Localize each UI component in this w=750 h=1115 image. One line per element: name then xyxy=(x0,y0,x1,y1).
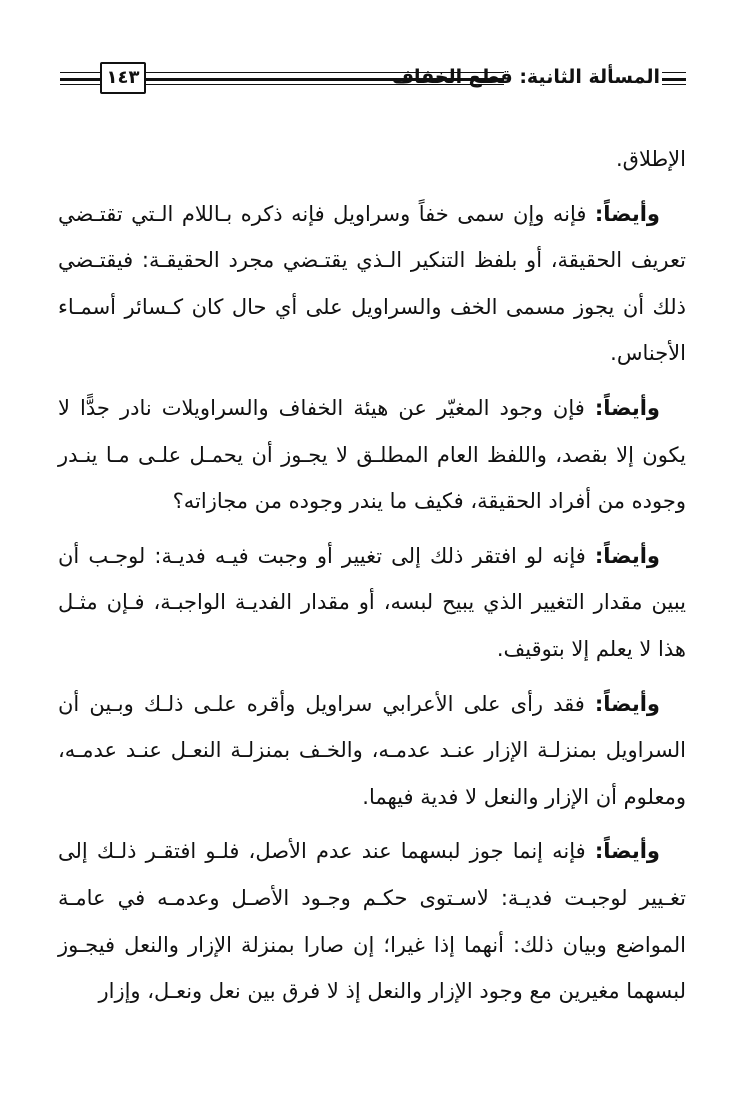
paragraph-text: فإنه إنما جوز لبسهما عند عدم الأصل، فلـو افتقـر ذلـك إلى تغـيير لوجبـت فديـة: لاسـتوى حكـم وجـود الأصـل وعدمـه في عامـة المواضع وبيان ذلك: أنهما إذا غيرا؛ إن صارا بمنزلة الإزار والنعل فيجـوز لبسهما مغيرين مع وجود الإزار والنعل إذ لا فرق بين نعل ونعـل، وإزار xyxy=(58,839,686,1004)
header-rule xyxy=(662,84,686,85)
header-rule xyxy=(60,78,100,81)
paragraph-lead: وأيضاً: xyxy=(594,201,660,226)
paragraph-lead: وأيضاً: xyxy=(594,691,660,716)
header-rule xyxy=(662,78,686,81)
paragraph xyxy=(58,681,686,821)
paragraph-text: فإن وجود المغيّر عن هيئة الخفاف والسراويلات نادر جدًّا لا يكون إلا بقصد، واللفظ العام المطلـق لا يجـوز أن يحمـل علـى مـا ينـدر وجوده من أفراد الحقيقة، فكيف ما يندر وجوده من مجازاته؟ xyxy=(58,395,686,514)
running-header xyxy=(60,60,686,94)
paragraph-lead: وأيضاً: xyxy=(594,395,660,420)
paragraph xyxy=(58,828,686,1014)
paragraph-text: الإطلاق. xyxy=(615,147,686,171)
paragraph xyxy=(58,191,686,377)
body-text xyxy=(58,136,686,1023)
page-number: ١٤٣ xyxy=(100,62,146,94)
paragraph xyxy=(58,533,686,673)
paragraph-text: فقد رأى على الأعرابي سراويل وأقره علـى ذلـك وبـين أن السراويل بمنزلـة الإزار عنـد عدمـه، والخـف بمنزلـة النعـل عنـد عدمـه، ومعلوم أن الإزار والنعل لا فدية فيهما. xyxy=(58,691,686,809)
paragraph xyxy=(58,385,686,525)
paragraph-text: فإنه وإن سمى خفاً وسراويل فإنه ذكره بـاللام الـتي تقتـضي تعريف الحقيقة، أو بلفظ التنكير الـذي يقتـضي مجرد الحقيقـة: فيقتـضي ذلك أن يجوز مسمى الخف والسراويل على أي حال كان كـسائر أسمـاء الأجناس. xyxy=(58,201,686,366)
paragraph-lead: وأيضاً: xyxy=(594,839,660,864)
header-rule xyxy=(60,84,100,85)
header-rule xyxy=(662,72,686,73)
paragraph xyxy=(58,136,686,183)
running-title: المسألة الثانية: قطع الخفاف xyxy=(391,66,660,88)
paragraph-lead: وأيضاً: xyxy=(594,543,660,568)
paragraph-text: فإنه لو افتقر ذلك إلى تغيير أو وجبت فيـه فديـة: لوجـب أن يبين مقدار التغيير الذي يبيح لبسه، أو مقدار الفديـة الواجبـة، فـإن مثـل هذا لا يعلم إلا بتوقيف. xyxy=(58,543,686,661)
header-rule xyxy=(60,72,100,73)
